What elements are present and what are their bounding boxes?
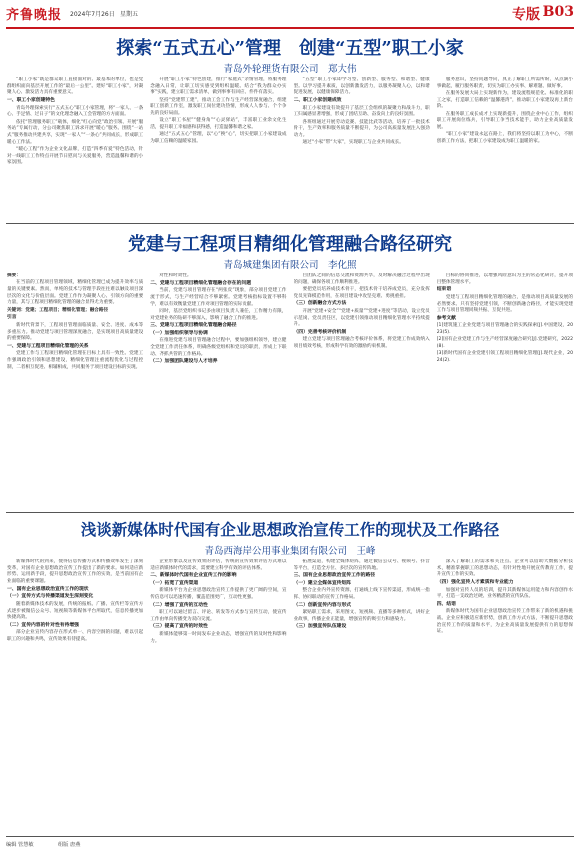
paragraph: 要把党员培养成技术骨干，把技术骨干培养成党员，充分发挥党员先锋模范作用，在项目建设中攻坚克难、勇挑重担。 [293, 287, 430, 299]
paragraph: 职工小家建设有效提升了基层工会组织的凝聚力和战斗力，职工归属感显著增强，形成了团结互助、奋发向上的良好氛围。 [293, 105, 430, 118]
paragraph: “职工小家”建设永远在路上，我们将坚持以职工为中心，不断创新工作方法，把职工小家建设成为职工温暖的家。 [436, 132, 573, 145]
section-heading: （四）完善考核评价机制 [293, 329, 347, 335]
article-divider [6, 223, 574, 224]
paragraph: 设立“职工书屋”“健身角”“心灵驿站”，丰富职工业余文化生活，提升职工幸福感和获得感，打造温馨和谐之家。 [150, 118, 287, 131]
page-number: B03 [542, 4, 574, 20]
paragraph: 党建工作与工程项目精细化管理在目标上具有一致性。党建工作强调政治引领和思想建设，精细化管理注重流程优化与过程控制，二者相互促进、相辅相成，共同服务于项目建设目标的实现。 [7, 351, 144, 370]
paragraph: 通过“小家”带“大家”，实现职工与企业共同成长。 [302, 140, 404, 146]
article1-column [150, 77, 286, 219]
paragraph: 拓展渠道，构建全媒体矩阵，通过微信公众号、视频号、抖音等平台，打造全方位、多层次的宣传阵地。 [293, 559, 430, 571]
article3-column [437, 559, 573, 831]
editor-credit: 编辑 管慧敏 [6, 842, 34, 848]
article-divider [6, 512, 574, 513]
section-heading: （二）增强了宣传的互动性 [150, 602, 208, 608]
section-heading: （一）拓宽了宣传渠道 [150, 580, 199, 586]
section-heading: 二、新媒体时代国有企业宣传工作的影响 [150, 573, 237, 579]
section-heading: 三、党建与工程项目精细化管理融合路径 [150, 323, 237, 328]
article2-title: 党建与工程项目精细化管理融合路径研究 [128, 234, 452, 255]
section-heading: （四）强化宣传人才素质和专业能力 [436, 579, 514, 585]
issue-weekday: 星期五 [120, 11, 139, 18]
paragraph: “暖心工程”作为企业文化品牌，打造“四季有爱”特色活动，针对一线职工工作特点开展节日慰问与关爱服务，营造温馨和谐的小家氛围。 [7, 146, 144, 166]
section-heading: 二、党建与工程项目精细化管理融合存在的问题 [150, 280, 251, 286]
section-heading: （一）建立全媒体宣传矩阵 [293, 580, 352, 586]
section-heading: 一、党建与工程项目精细化管理的关系 [7, 343, 89, 349]
section-heading: 三、国有企业思想政治宣传工作的路径 [293, 573, 376, 579]
paragraph: 对性和时效性。 [159, 273, 192, 278]
section-heading: 四、结语 [436, 601, 456, 607]
section-heading: （一）宣传方式与传播渠道发生深刻变化 [7, 594, 94, 600]
paragraph: 紧贴职工需求，采用图文、短视频、直播等多种形式，讲好企业故事，传播企业正能量，增强宣传的吸引力和感染力。 [293, 610, 430, 622]
paragraph: 随着新媒体技术的发展，传统的报纸、广播、宣传栏等宣传方式逐步被微信公众号、短视频等新媒体平台所取代，信息传播更加快捷高效。 [7, 601, 144, 621]
footer-rule [6, 836, 574, 837]
article2-column [294, 273, 430, 508]
section-heading: 参考文献 [436, 315, 456, 321]
paragraph: 部分企业宣传内容存在形式单一、内容空洞的问题，难以引起职工的兴趣和共鸣，宣传效果有待提高。 [7, 630, 144, 642]
paragraph: “职工小家”既是群众职工直接面对的、最基本的单位，也是党群组织面向基层开展工作的“最后一公里”。建好“职工小家”，对凝聚人心、激发活力具有重要意义。 [7, 77, 144, 96]
section-heading: （二）创新宣传内容与形式 [293, 602, 352, 608]
paragraph: 依托“管理服务职工”载体，细化“红心向党”政治引领、开展“服务站”专属行动，分公司聚焦职工诉求开展“暖心”服务。围绕“一站式”服务推动共建共享，实现“一家人”“一条心”共同成长，形成职工暖心工作法。 [7, 119, 144, 145]
paragraph: 深入了解职工的需求和关注点。企业可以借助大数据分析技术，精准掌握职工的思想动态，有针对性地开展宣传教育工作，提升宣传工作的实效。 [436, 559, 573, 578]
article3-body [7, 559, 573, 831]
paragraph: 开展“党建+安全”“党建+质量”“党建+进度”等活动，设立党员示范岗、党员责任区，以党建引领推动项目精细化管理水平持续提升。 [293, 308, 430, 328]
keyword-line: 摘要： [7, 273, 21, 278]
article2-byline: 青岛城建集团有限公司 李化照 [223, 260, 357, 271]
paragraph: 新媒体平台为企业思想政治宣传工作提供了更广阔的空间，宣传信息可以迅速传播，覆盖范围更广，互动性更强。 [150, 588, 287, 601]
section-label: 专版 [512, 7, 540, 23]
article1-body [7, 77, 573, 219]
keyword-line: 关键词：党建；工程项目；精细化管理；融合路径 [7, 307, 109, 313]
paragraph: 同时，基层党组织书记多由项目负责人兼任，工作精力有限，对党建业务的钻研不够深入，影响了融合工作的推进。 [150, 308, 287, 321]
paragraph: 新媒体时代为国有企业思想政治宣传工作带来了新的机遇和挑战。企业应积极适应新形势，创新工作方式方法，不断提升思想政治宣传工作的质量和水平，为企业高质量发展提供有力的思想保证。 [436, 609, 573, 635]
paragraph: 企业形象以及宣传效果的评估，传统的宣传效果评估方式难以适应新媒体时代的需求，需要建立科学有效的评估体系。 [150, 559, 287, 571]
section-heading: （二）宣传内容的针对性有待增强 [7, 622, 79, 628]
masthead-rule [6, 27, 574, 29]
section-heading: （三）加强宣传队伍建设 [293, 624, 347, 630]
reference-item: [2]国有企业党建工作与生产经营深度融合研究[J].党建研究，2022(8). [436, 337, 573, 349]
paragraph: 服务意识，坚持问题导向，真正了解职工所需所盼，从点滴小事做起，履行服务职责，切实为职工办实事、解难题、做好事。 [436, 77, 573, 89]
section-heading: 引言 [7, 315, 17, 321]
section-heading: （一）加强组织领导与协调 [150, 330, 208, 336]
paragraph: 通过“五式五心”管理，以“心”换“心”，切实把职工小家建设成为职工信赖的温暖家园。 [150, 132, 287, 145]
paragraph: 坚持“党建带工建”，推动工会工作与生产经营深度融合，组建职工创新工作室，激发职工岗位建功热情，形成人人参与、个个争先的良好局面。 [150, 97, 287, 117]
article1-byline: 青岛外轮理货有限公司 郑大伟 [223, 64, 357, 75]
paragraph: 青岛外理探索实行“五式五心”职工小家管理，将“一家人、一条心、手足情、过日子”的文化理念融入工会管理的方方面面。 [7, 105, 144, 118]
paragraph: 建立党建与项目管理融合考核评价体系，将党建工作成效纳入项目绩效考核，形成科学有效的激励约束机制。 [293, 337, 430, 349]
article3-column [150, 559, 286, 831]
section-heading: （三）创新融合方式方法 [293, 301, 347, 307]
article2-body [7, 273, 573, 508]
paragraph: 各班组通过开展劳动竞赛、技能比武等活动，培养了一批技术骨干，生产效率和服务质量不断提升，为公司高质量发展注入强劲动力。 [293, 119, 430, 138]
paragraph: 当前，党建与项目管理存在“两张皮”现象，部分项目党建工作流于形式，与生产经营结合不够紧密。党建考核指标设置不够科学，难以有效衡量党建工作对项目管理的实际贡献。 [150, 288, 287, 307]
section-heading: （二）加强团队建设与人才培养 [150, 359, 218, 365]
newspaper-logo: 齐鲁晚报 [6, 8, 63, 23]
paragraph: 职工可以通过留言、评论、转发等方式参与宣传互动，使宣传工作由单向传播变为双向交流。 [150, 610, 287, 622]
paragraph: 新媒体时代的到来，使得信息传播方式和传播效率发生了深刻变革，对国有企业思想政治宣传工作提出了新的要求。如何适应新形势、运用新手段，提升思想政治宣传工作的实效，是当前国有企业面临的重要课题。 [7, 559, 144, 585]
article3-byline: 青岛西海岸公用事业集团有限公司 王峰 [204, 546, 376, 557]
issue-date: 2024年7月26日 [70, 11, 115, 18]
article3-column [294, 559, 430, 831]
paragraph: 目团队之间的信息交流和资源共享，及时解决融合过程中出现的问题，确保各项工作顺利推进。 [293, 273, 430, 285]
paragraph: “五型”职工小家即学习型、创新型、服务型、和谐型、健康型。以学习提升素质，以创新激发活力，以服务凝聚人心，以和谐促进发展，以健康保障活力。 [293, 77, 430, 96]
article2-column [437, 273, 573, 508]
paragraph: 在服务发展大局上实现新作为，建设流程规范化、标准化的职工之家，打造职工信赖的“温馨港湾”，推动职工小家建设再上新台阶。 [436, 91, 573, 110]
page-footer [6, 840, 574, 849]
article1-column [294, 77, 430, 219]
paragraph: 整合企业内外宣传资源，打通线上线下宣传渠道，形成统一指挥、协同联动的宣传工作格局。 [293, 588, 430, 601]
masthead [6, 4, 574, 26]
paragraph: 加强对宣传人员的培训，提升其新媒体运用能力和内容创作水平，打造一支政治过硬、业务精湛的宣传队伍。 [436, 587, 573, 600]
paragraph: 在推进党建与项目管理融合过程中，要加强组织领导，建立健全党建工作责任体系，明确各级党组织和党员的职责，形成上下联动、齐抓共管的工作格局。 [150, 338, 287, 357]
article1-title: 探索“五式五心”管理 创建“五型”职工小家 [116, 38, 464, 59]
article2-column [7, 273, 143, 508]
paragraph: 新媒体能够第一时间发布企业动态，增强宣传的及时性和影响力。 [150, 631, 287, 644]
article2-column [150, 273, 286, 508]
section-heading: （三）提高了宣传的时效性 [150, 624, 208, 630]
article3-column [7, 559, 143, 831]
paragraph: 在服务职工成长成才上实现新提升，围绕企业中心工作，组织职工开展岗位练兵，引导职工争当技术能手，助力企业高质量发展。 [436, 111, 573, 131]
article1-column [7, 77, 143, 219]
paragraph: 目标的协同推进，以增强风险意识为主的常态化研讨，提升项目整体管理水平。 [436, 273, 573, 285]
section-heading: 二、职工小家创建成效 [293, 97, 342, 103]
reference-item: [1]建筑施工企业党建与项目管理融合的实践探索[J].中国建设，2023(5). [436, 323, 573, 335]
paragraph: 开展“职工小家”特色创建，推行“家庭式”亲情管理，将服务理念融入日常，让职工切实感受到组织温暖。结合“我为群众办实事”实践，建立职工需求清单，做到事事有回应、件件有落实。 [150, 77, 287, 96]
paragraph: 党建与工程项目精细化管理的融合，是推动项目高质量发展的必然要求。只有坚持党建引领，不断创新融合路径，才能实现党建工作与项目管理同频共振、互促共进。 [436, 294, 573, 314]
article3-title: 浅谈新媒体时代国有企业思想政治宣传工作的现状及工作路径 [80, 520, 500, 539]
paragraph: 新时代背景下，工程项目管理面临质量、安全、进度、成本等多重压力。推动党建与项目管理深度融合，是实现项目高质量建设的重要保障。 [7, 322, 144, 342]
designer-credit: 组版 唐燕 [58, 842, 81, 848]
section-heading: 一、职工小家创建特色 [7, 97, 55, 103]
section-heading: 一、国有企业思想政治宣传工作的现状 [7, 586, 89, 592]
reference-item: [3]新时代国有企业党建引领工程项目精细化管理[J].现代企业，2024(2). [436, 351, 573, 363]
section-heading: 结束语 [436, 287, 452, 293]
paragraph: 在当前的工程项目管理领域，精细化管理已成为提升效率与质量的关键要素。然而，单纯的技术与管理手段往往难以触及项目深层次的文化与价值层面。党建工作作为凝聚人心、引领方向的重要力量，其与工程项目精细化管理的融合显得尤为重要。 [7, 280, 144, 306]
article1-column [437, 77, 573, 219]
